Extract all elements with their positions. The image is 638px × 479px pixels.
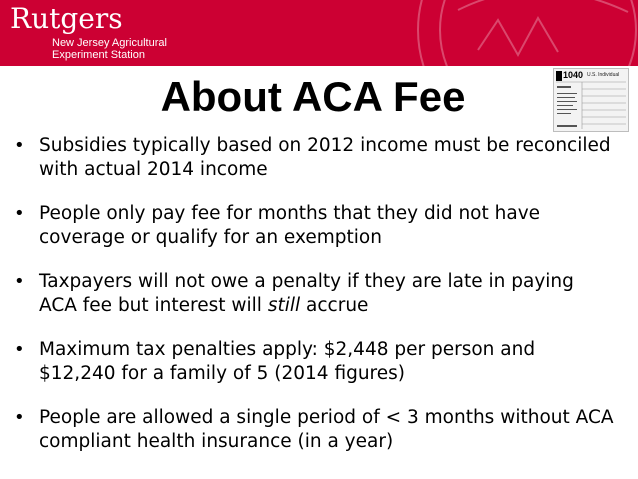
station-name: [52, 37, 167, 61]
station-name-line2: Experiment Station: [52, 49, 145, 61]
bullet-text: People are allowed a single period of < 3 months without ACA compliant health insurance (in a year): [39, 407, 614, 452]
bullet-item: [14, 406, 614, 454]
bullet-text: Maximum tax penalties apply: $2,448 per person and $12,240 for a family of 5 (2014 figures): [39, 339, 536, 384]
rutgers-logo: Rutgers: [10, 2, 123, 35]
bullet-item: [14, 270, 614, 318]
bullet-emphasis: still: [267, 295, 301, 316]
header-banner: [0, 0, 638, 66]
bullet-item: [14, 202, 614, 250]
bullet-dot: •: [14, 203, 25, 224]
bullet-text: People only pay fee for months that they did not have coverage or qualify for an exemption: [39, 203, 541, 248]
station-name-line1: New Jersey Agricultural: [52, 37, 167, 49]
form-heading: U.S. Individual: [587, 72, 620, 78]
bullet-text: Subsidies typically based on 2012 income must be reconciled with actual 2014 income: [39, 135, 611, 180]
bullet-text-part: accrue: [300, 295, 369, 316]
slide-title: About ACA Fee: [160, 73, 466, 120]
bullet-dot: •: [14, 135, 25, 156]
tax-form-1040-thumbnail: [553, 68, 629, 132]
university-seal-watermark: [308, 0, 638, 66]
bullet-item: [14, 338, 614, 386]
bullet-dot: •: [14, 407, 25, 428]
bullet-dot: •: [14, 339, 25, 360]
bullet-item: [14, 134, 614, 182]
form-number: 1040: [563, 70, 584, 80]
bullet-text-part: Taxpayers will not owe a penalty if they are late in paying ACA fee but interest will: [39, 271, 574, 316]
bullet-text: [39, 271, 574, 316]
bullet-list: [14, 134, 614, 474]
bullet-dot: •: [14, 271, 25, 292]
